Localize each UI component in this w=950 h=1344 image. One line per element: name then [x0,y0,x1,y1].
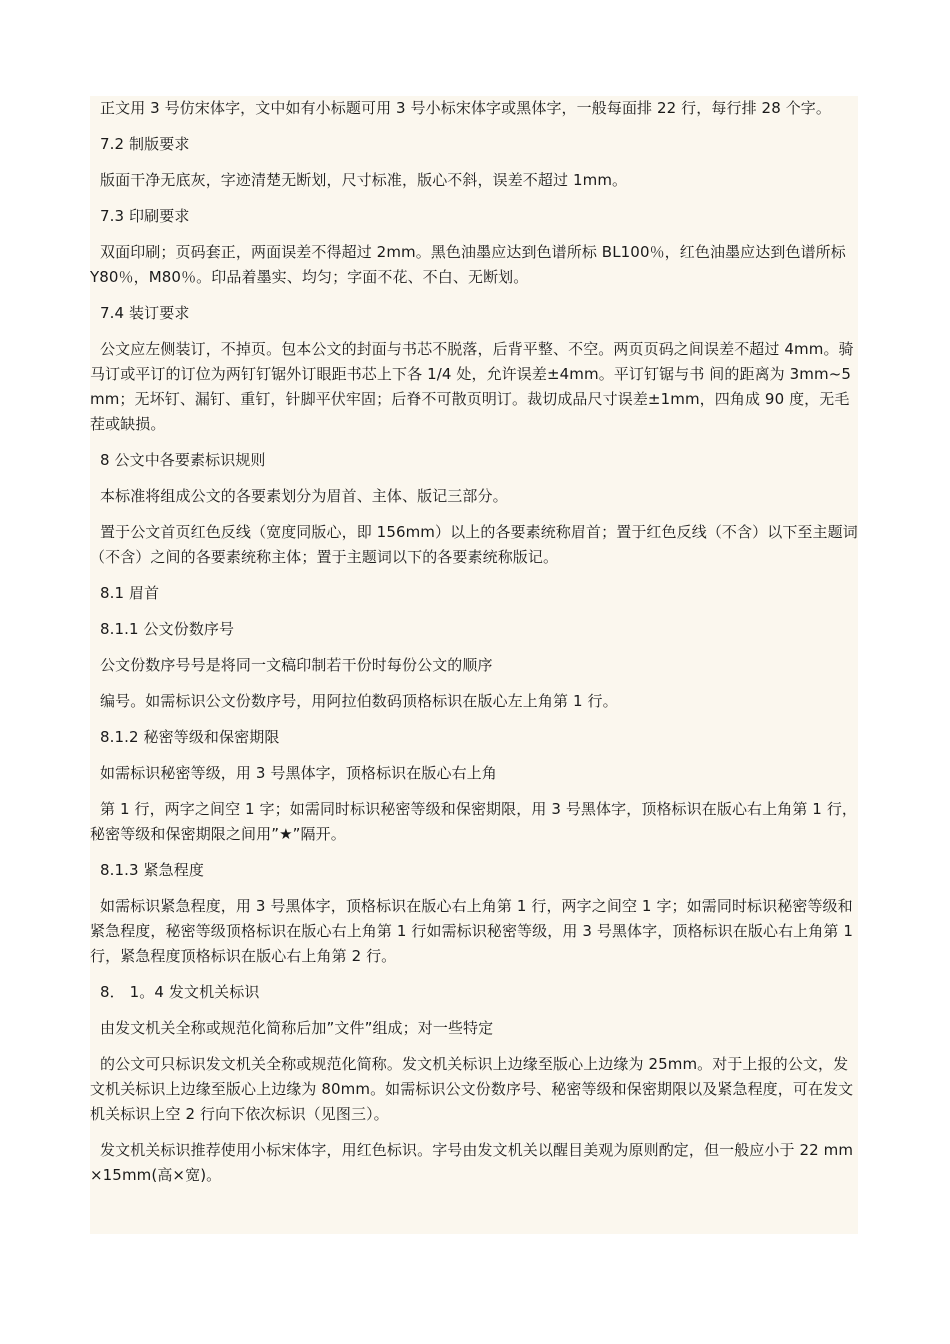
paragraph-body-text: 正文用 3 号仿宋体字，文中如有小标题可用 3 号小标宋体字或黑体字，一般每面排 22 行，每行排 28 个字。 [100,99,832,117]
section-heading-7-3: 7.3 印刷要求 [100,207,190,225]
paragraph-issuer-1: 由发文机关全称或规范化简称后加”文件”组成；对一些特定 [100,1019,494,1037]
section-heading-8: 8 公文中各要素标识规则 [100,451,266,469]
section-heading-8-1-2: 8.1.2 秘密等级和保密期限 [100,728,280,746]
paragraph-plate-requirements: 版面干净无底灰，字迹清楚无断划，尺寸标准，版心不斜，误差不超过 1mm。 [100,171,628,189]
paragraph-printing-requirements: 双面印刷；页码套正，两面误差不得超过 2mm。黑色油墨应达到色谱所标 BL100％，红色油墨应达到色谱所标 Y80％，M80％。印品着墨实、均匀；字面不花、不白、无断划。 [90,243,846,286]
section-heading-7-4: 7.4 装订要求 [100,304,190,322]
document-body [90,96,858,1234]
section-heading-8-1-1: 8.1.1 公文份数序号 [100,620,235,638]
paragraph-issuer-2: 的公文可只标识发文机关全称或规范化简称。发文机关标识上边缘至版心上边缘为 25mm。对于上报的公文，发文机关标识上边缘至版心上边缘为 80mm。如需标识公文份数序号、秘密等级和保密期限以及紧急程度，可在发文机关标识上空 2 行向下依次标识（见图三）。 [90,1055,854,1123]
section-heading-8-1-4: 8． 1。4 发文机关标识 [100,983,260,1001]
paragraph-copy-number-1: 公文份数序号号是将同一文稿印制若干份时每份公文的顺序 [100,656,493,674]
paragraph-secrecy-2: 第 1 行，两字之间空 1 字；如需同时标识秘密等级和保密期限，用 3 号黑体字，顶格标识在版心右上角第 1 行，秘密等级和保密期限之间用”★”隔开。 [90,800,858,843]
paragraph-secrecy-1: 如需标识秘密等级，用 3 号黑体字，顶格标识在版心右上角 [100,764,497,782]
paragraph-copy-number-2: 编号。如需标识公文份数序号，用阿拉伯数码顶格标识在版心左上角第 1 行。 [100,692,618,710]
section-heading-7-2: 7.2 制版要求 [100,135,190,153]
paragraph-elements-division: 本标准将组成公文的各要素划分为眉首、主体、版记三部分。 [100,487,508,505]
section-heading-8-1-3: 8.1.3 紧急程度 [100,861,204,879]
paragraph-urgency: 如需标识紧急程度，用 3 号黑体字，顶格标识在版心右上角第 1 行，两字之间空 1 字；如需同时标识秘密等级和紧急程度，秘密等级顶格标识在版心右上角第 1 行如需标识秘密等级，用 3 号黑体字，顶格标识在版心右上角第 1 行，紧急程度顶格标识在版心右上角第 2 行。 [90,897,853,965]
paragraph-issuer-3: 发文机关标识推荐使用小标宋体字，用红色标识。字号由发文机关以醒目美观为原则酌定，但一般应小于 22 mm×15mm(高×宽)。 [90,1141,854,1184]
paragraph-binding-requirements: 公文应左侧装订，不掉页。包本公文的封面与书芯不脱落，后背平整、不空。两页页码之间误差不超过 4mm。骑马订或平订的订位为两钉钉锯外订眼距书芯上下各 1/4 处，允许误差±4mm。平订钉锯与书 间的距离为 3mm~5mm；无坏钉、漏钉、重钉，针脚平伏牢固；后脊不可散页明订。裁切成品尺寸误差±1mm，四角成 90 度，无毛茬或缺损。 [90,340,854,433]
paragraph-elements-definition: 置于公文首页红色反线（宽度同版心，即 156mm）以上的各要素统称眉首；置于红色反线（不含）以下至主题词（不含）之间的各要素统称主体；置于主题词以下的各要素统称版记。 [90,523,858,566]
section-heading-8-1: 8.1 眉首 [100,584,160,602]
